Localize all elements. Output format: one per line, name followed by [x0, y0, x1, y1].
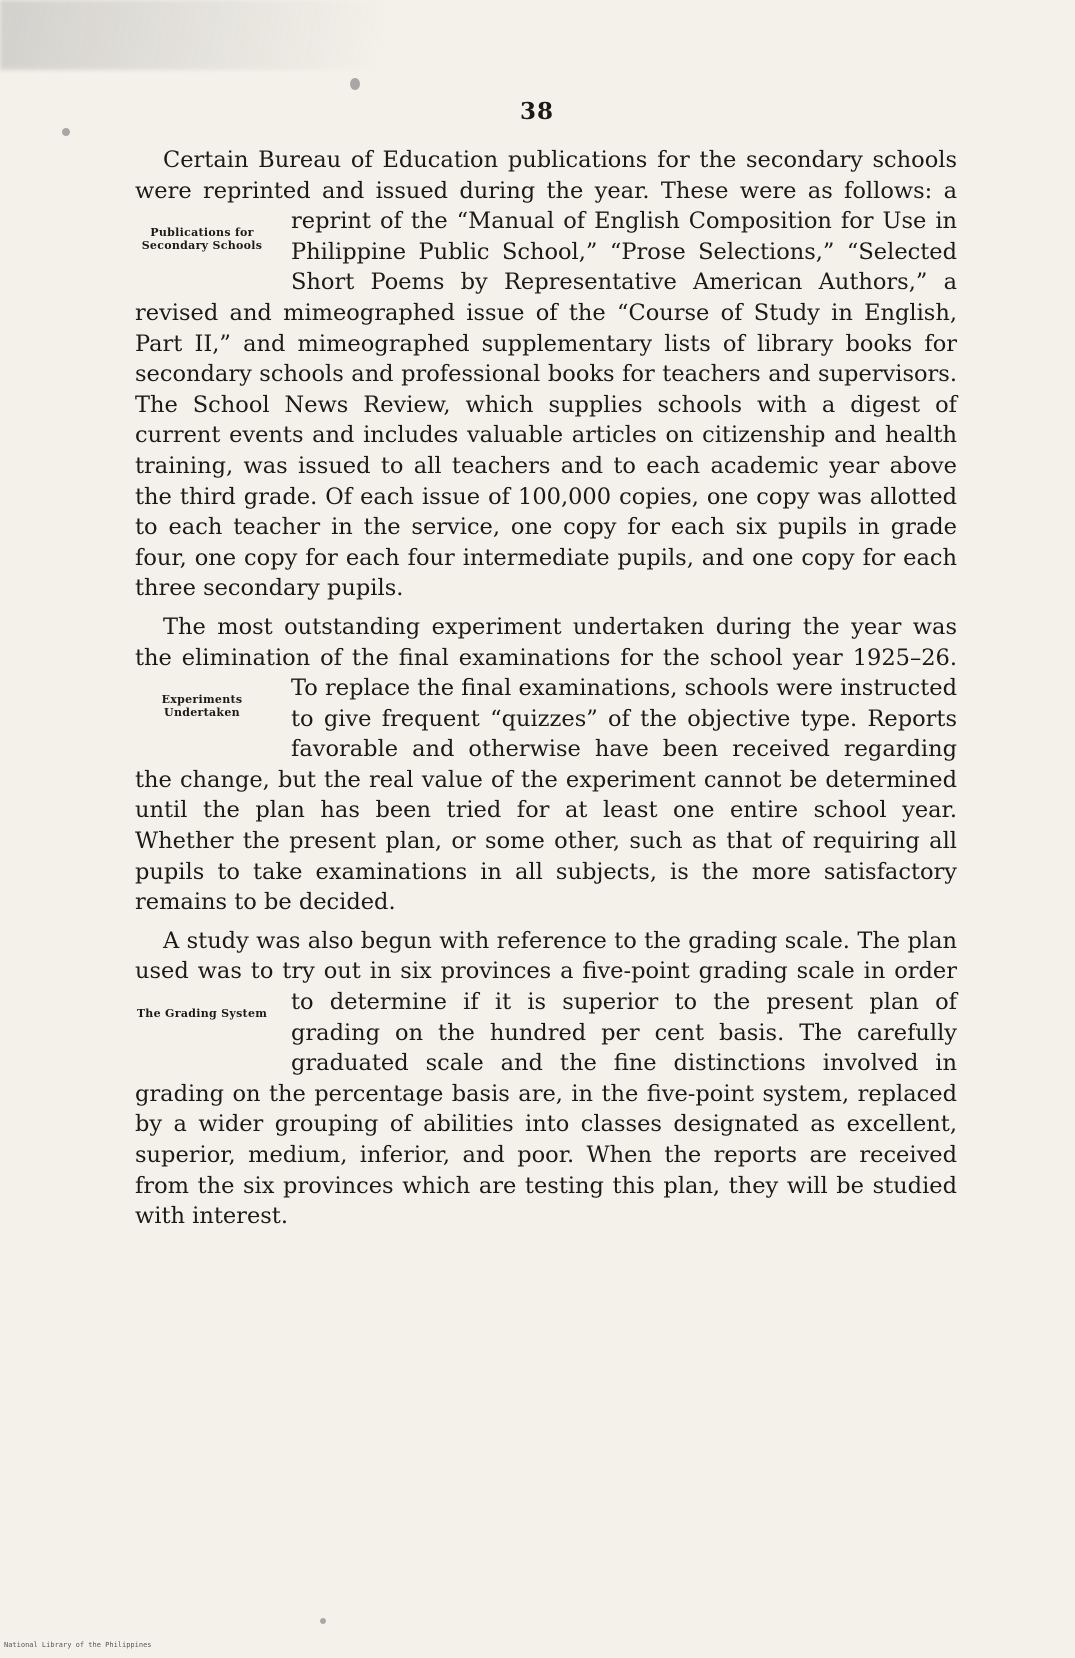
scan-speck	[320, 1618, 326, 1624]
paragraph-experiments	[135, 612, 957, 918]
paragraph-text: Certain Bureau of Education publications for the secondary schools were reprinted and issued during the year. These were as follows: a reprint of the “Manual of English Composition for	[135, 147, 957, 235]
page-number: 38	[520, 98, 555, 125]
paragraph-text: of grading on the hundred per cent basis. The carefully graduated scale and the fine distinctions involved in grading on the percentage basis are, in the five-point system, replaced by a wider grouping of abilities into classes designated as excellent, superior, medium, inferior, and poor. When the reports are received from the six provinces which are testing this plan, they will be studied with interest.	[135, 989, 958, 1230]
page-body	[135, 145, 957, 1240]
paragraph-grading	[135, 926, 957, 1232]
scan-speck	[350, 78, 360, 90]
paragraph-text: instructed to give frequent “quizzes” of the objective type. Reports favorable and otherwise have been received regarding the change, but the real value of the experiment cannot be determined until the plan has been tried for at least one entire school year. Whether the present plan, or some other, such as that of requiring all pupils to take examinations in all subjects, is the more satisfactory remains to be decided.	[135, 675, 957, 916]
margin-note-experiments: Experiments Undertaken	[161, 693, 243, 720]
paragraph-text: Use in Philippine Public School,” “Prose Selections,” “Selected Short Poems by Representative American Authors,” a revised and mimeographed issue of the “Course of Study in English, Part II,” and mimeographed supplementary lists of library books for secondary schools and professional books for teachers and supervisors. The School News Review, which supplies schools with a digest of current events and includes valuable articles on citizenship and health training, was issued to all teachers and to each academic year above the third grade. Of each issue of 100,000 copies, one copy was allotted to each teacher in the service, one copy for each six pupils in grade four, one copy for each four intermediate pupils, and one copy for each three secondary pupils.	[135, 208, 958, 602]
scan-smudge	[0, 0, 480, 70]
library-stamp: National Library of the Philippines	[4, 1641, 152, 1649]
paragraph-text: The most outstanding experiment undertaken during the year was the elimination of the final examinations for the school year 1925–26. To replace the final examinations, schools were	[135, 613, 957, 702]
margin-note-grading: The Grading System	[136, 1007, 268, 1021]
paragraph-publications	[135, 145, 957, 604]
scan-speck	[62, 128, 70, 136]
margin-note-publications: Publications for Secondary Schools	[141, 226, 263, 253]
paragraph-text: A study was also begun with reference to the grading scale. The plan used was to try out in six provinces a five-point grading scale in order to determine if it is superior to the present plan	[135, 927, 957, 1016]
